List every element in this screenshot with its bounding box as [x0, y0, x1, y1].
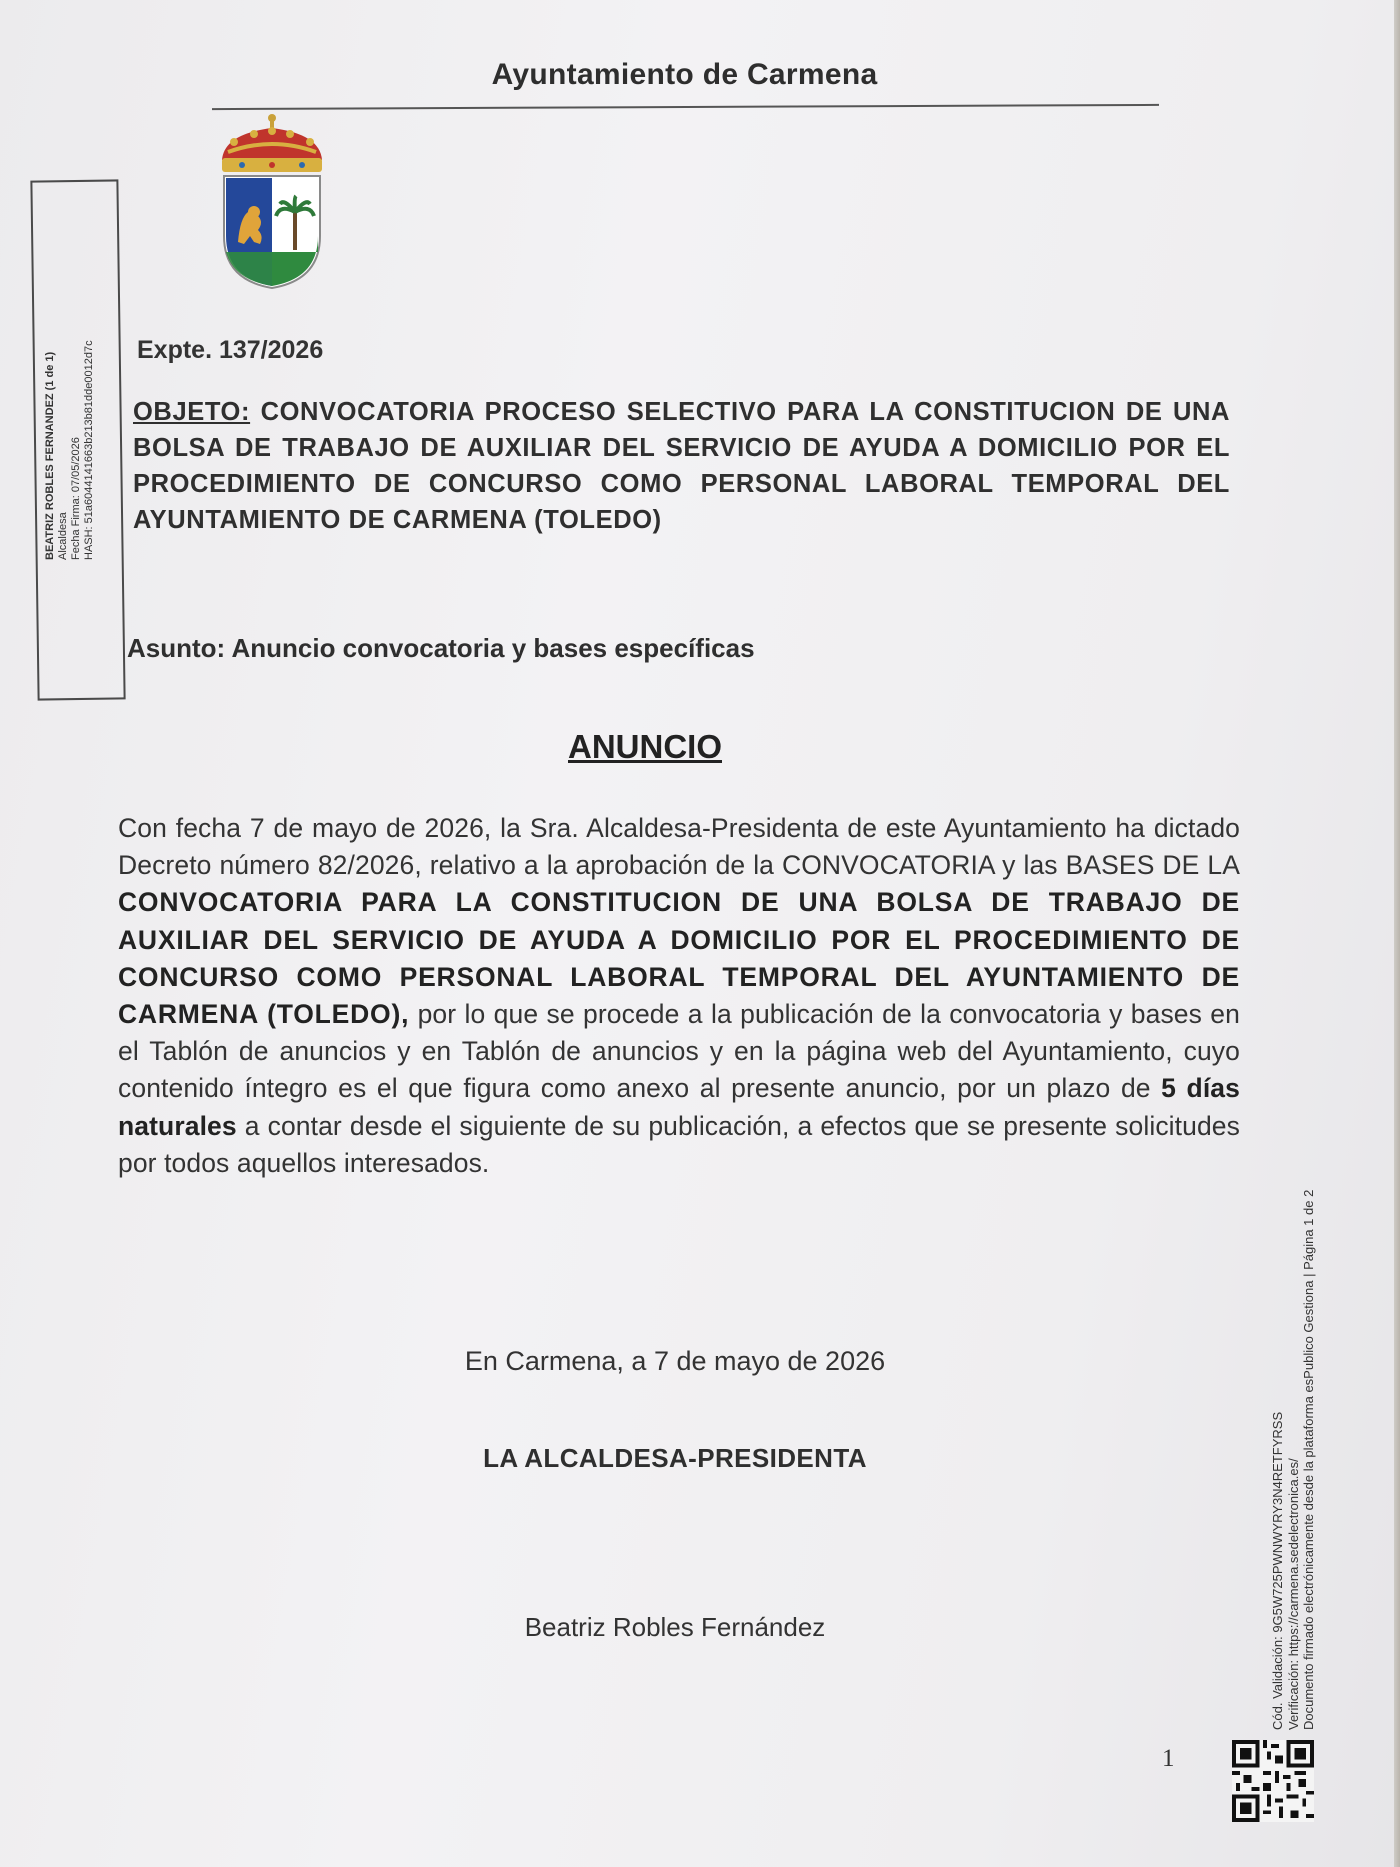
- signer-name: Beatriz Robles Fernández: [524, 1612, 826, 1642]
- signature-stamp-text: [44, 340, 96, 560]
- signature-date: Fecha Firma: 07/05/2026: [70, 437, 82, 560]
- body-part-2: por lo que se procede a la publicación de la convocatoria y bases en el Tablón de anuncios y en Tablón de anuncios y en la página web del Ayuntamiento, cuyo contenido íntegro es el que figura como anexo al presente anuncio, por un plazo de: [118, 999, 1240, 1104]
- signature-name: BEATRIZ ROBLES FERNANDEZ (1 de 1): [44, 351, 56, 560]
- validation-code: Cód. Validación: 9G5W725PWNWYRY3N4RETFYRSS: [1270, 1411, 1285, 1730]
- page-number: 1: [1162, 1745, 1175, 1772]
- body-bold-1: CONVOCATORIA PARA LA CONSTITUCION DE UNA BOLSA DE TRABAJO DE AUXILIAR DEL SERVICIO DE AYUDA A DOMICILIO POR EL PROCEDIMIENTO DE CONCURSO COMO PERSONAL LABORAL TEMPORAL DEL AYUNTAMIENTO DE CARMENA (TOLEDO),: [118, 887, 1240, 1030]
- objeto-text: CONVOCATORIA PROCESO SELECTIVO PARA LA CONSTITUCION DE UNA BOLSA DE TRABAJO DE AUXILIAR DEL SERVICIO DE AYUDA A DOMICILIO POR EL PROCEDIMIENTO DE CONCURSO COMO PERSONAL LABORAL TEMPORAL DEL AYUNTAMIENTO DE CARMENA (TOLEDO): [133, 398, 1231, 534]
- asunto-line: Asunto: Anuncio convocatoria y bases específicas: [127, 633, 755, 663]
- header-rule: [212, 104, 1159, 110]
- signature-role: Alcaldesa: [57, 512, 69, 560]
- signer-role: LA ALCALDESA-PRESIDENTA: [483, 1443, 867, 1473]
- validation-url: Verificación: https://carmena.sedelectronica.es/: [1285, 1458, 1301, 1730]
- objeto-paragraph: [133, 394, 1230, 538]
- body-part-3: a contar desde el siguiente de su publicación, a efectos que se presente solicitudes por todos aquellos interesados.: [118, 1110, 1240, 1178]
- objeto-label: OBJETO:: [133, 398, 251, 426]
- qr-code-icon: [1230, 1740, 1316, 1822]
- signature-hash: HASH: 51a6044141663b213b81dde0012d7c: [83, 340, 95, 560]
- anuncio-title: ANUNCIO: [568, 728, 722, 765]
- place-date: En Carmena, a 7 de mayo de 2026: [464, 1346, 886, 1376]
- anuncio-body: [118, 810, 1240, 1182]
- validation-text: [1270, 1190, 1317, 1730]
- validation-platform: Documento firmado electrónicamente desde la plataforma esPublico Gestiona | Página 1 de 2: [1301, 1189, 1316, 1730]
- coat-of-arms-icon: [214, 112, 330, 290]
- expediente-number: Expte. 137/2026: [137, 336, 324, 364]
- header-title: Ayuntamiento de Carmena: [491, 58, 878, 91]
- body-part-1: Con fecha 7 de mayo de 2026, la Sra. Alcaldesa-Presidenta de este Ayuntamiento ha dictado Decreto número 82/2026, relativo a la aprobación de la CONVOCATORIA y las BASES DE LA: [118, 813, 1240, 881]
- page-edge: [1394, 0, 1400, 1867]
- body-bold-2: 5 días naturales: [118, 1073, 1240, 1141]
